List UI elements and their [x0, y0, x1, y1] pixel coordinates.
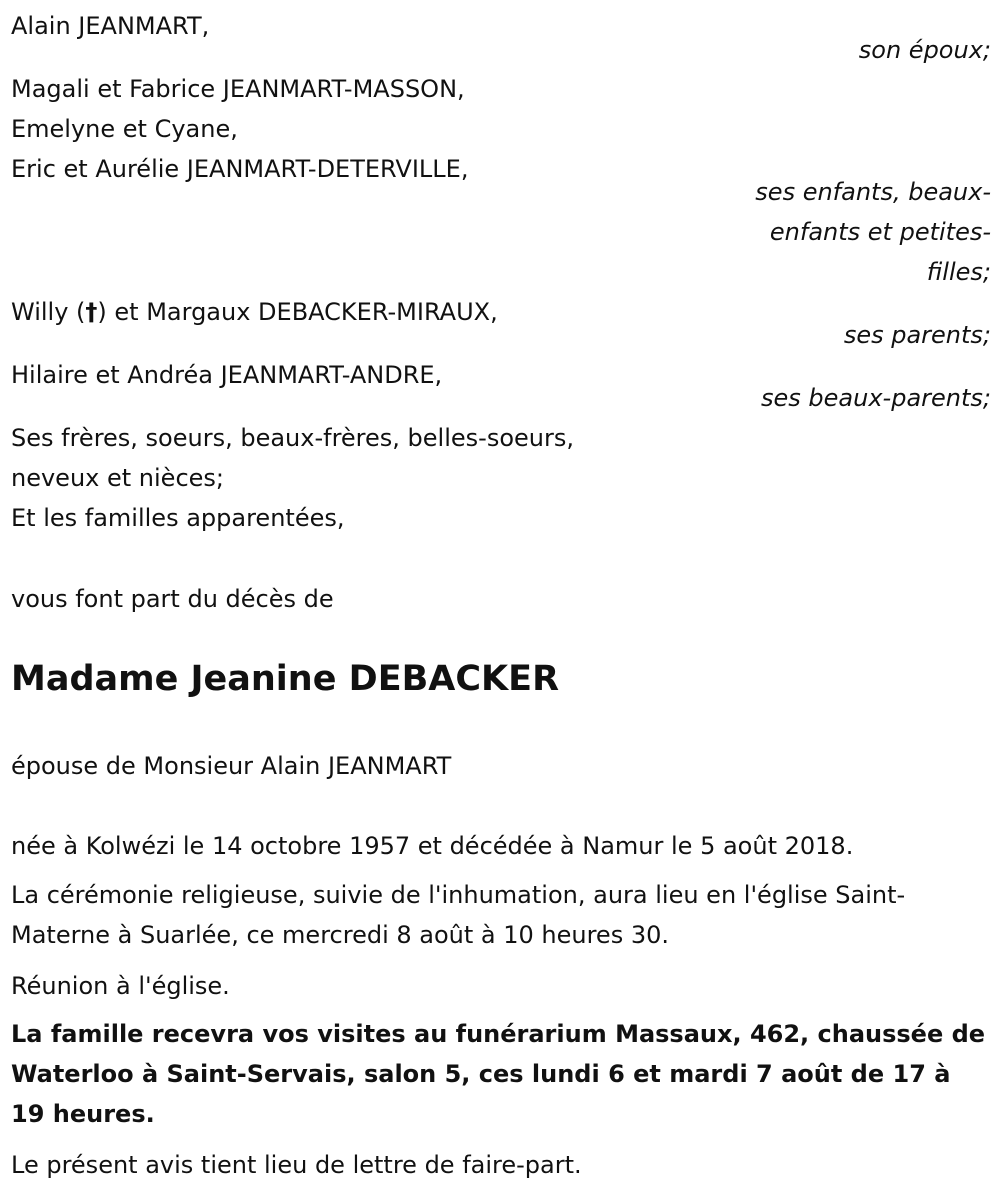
- others-line-2: neveux et nièces;: [11, 464, 224, 492]
- spouse-name: Alain JEANMART,: [11, 12, 210, 40]
- deceased-title: Madame Jeanine DEBACKER: [11, 659, 560, 699]
- others-line-1: Ses frères, soeurs, beaux-frères, belles-soeurs,: [11, 424, 574, 452]
- child-line-1: Magali et Fabrice JEANMART-MASSON,: [11, 75, 465, 103]
- deceased-spouse-line: épouse de Monsieur Alain JEANMART: [11, 752, 452, 780]
- ceremony-details: La cérémonie religieuse, suivie de l'inhumation, aura lieu en l'église Saint-Materne à Suarlée, ce mercredi 8 août à 10 heures 30.: [11, 881, 906, 949]
- child-line-3: Eric et Aurélie JEANMART-DETERVILLE,: [11, 155, 469, 183]
- in-laws-name: Hilaire et Andréa JEANMART-ANDRE,: [11, 361, 443, 389]
- others-line-3: Et les familles apparentées,: [11, 504, 345, 532]
- spouse-relation: son époux;: [858, 36, 991, 64]
- birth-death-details: née à Kolwézi le 14 octobre 1957 et décédée à Namur le 5 août 2018.: [11, 832, 854, 860]
- parents-relation: ses parents;: [843, 321, 991, 349]
- obituary-notice: [11, 0, 991, 1198]
- announcement: vous font part du décès de: [11, 585, 334, 613]
- meeting-details: Réunion à l'église.: [11, 972, 230, 1000]
- in-laws-relation: ses beaux-parents;: [761, 384, 991, 412]
- closing-line: Le présent avis tient lieu de lettre de faire-part.: [11, 1151, 582, 1179]
- parents-name: [11, 292, 498, 332]
- cross-icon: †: [85, 298, 98, 326]
- child-line-2: Emelyne et Cyane,: [11, 115, 238, 143]
- parents-name-part-1: Willy (: [11, 298, 86, 326]
- visits-details: La famille recevra vos visites au funérarium Massaux, 462, chaussée de Waterloo à Saint-Servais, salon 5, ces lundi 6 et mardi 7 août de 17 à 19 heures.: [11, 1020, 986, 1128]
- parents-name-part-2: ) et Margaux DEBACKER-MIRAUX,: [97, 298, 498, 326]
- children-relation: ses enfants, beaux-enfants et petites-filles;: [755, 178, 991, 286]
